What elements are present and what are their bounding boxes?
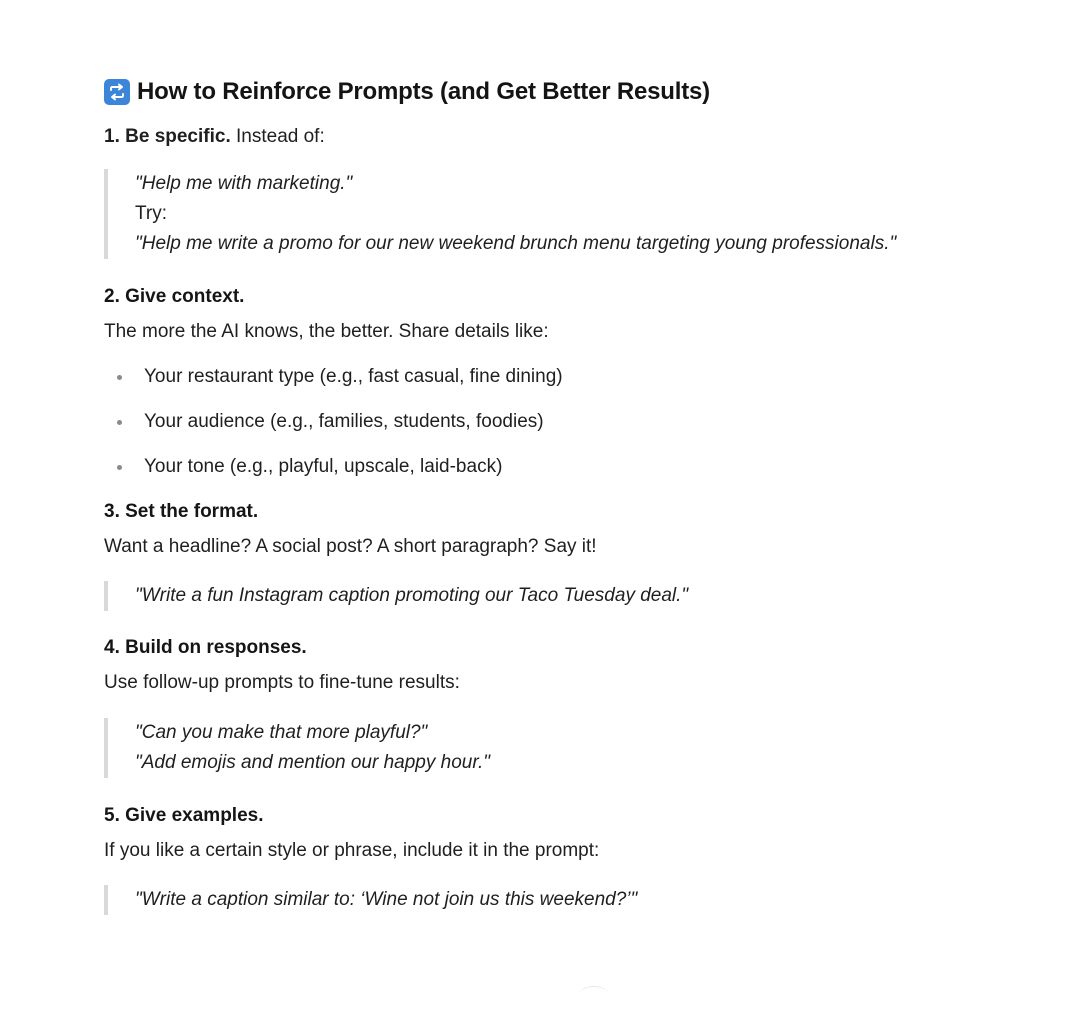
page-title [104, 76, 1004, 108]
section-2-intro: The more the AI knows, the better. Share details like: [104, 321, 549, 342]
quote-line: "Help me write a promo for our new weekend brunch menu targeting young professionals." [135, 233, 897, 254]
quote-line: "Write a fun Instagram caption promoting our Taco Tuesday deal." [135, 585, 689, 606]
quote-line: "Can you make that more playful?" [135, 722, 428, 743]
blockquote [104, 169, 1004, 259]
quote-line: "Write a caption similar to: ‘Wine not join us this weekend?’" [135, 889, 638, 910]
section-4-intro: Use follow-up prompts to fine-tune results: [104, 672, 460, 693]
section-give-examples [104, 804, 1004, 915]
scroll-indicator [580, 986, 608, 1001]
section-3-heading: 3. Set the format. [104, 501, 259, 522]
quote-line: "Add emojis and mention our happy hour." [135, 752, 490, 773]
section-give-context [104, 285, 1004, 479]
bullet-list [104, 365, 1004, 479]
document-body [104, 76, 1004, 915]
section-4-heading: 4. Build on responses. [104, 637, 307, 658]
section-5-intro: If you like a certain style or phrase, include it in the prompt: [104, 840, 600, 861]
section-1-intro: Instead of: [236, 126, 325, 147]
section-build-on-responses [104, 636, 1004, 778]
list-item-text: Your restaurant type (e.g., fast casual, fine dining) [144, 366, 563, 387]
quote-line: "Help me with marketing." [135, 173, 353, 194]
repeat-arrows-icon [104, 79, 130, 105]
quote-line: Try: [135, 203, 168, 224]
section-3-intro: Want a headline? A social post? A short paragraph? Say it! [104, 536, 597, 557]
section-be-specific [104, 125, 1004, 259]
section-1-heading: 1. Be specific. [104, 126, 231, 147]
section-2-heading: 2. Give context. [104, 286, 245, 307]
list-item [104, 455, 1004, 479]
section-set-format [104, 500, 1004, 611]
blockquote [104, 718, 1004, 778]
list-item-text: Your tone (e.g., playful, upscale, laid-back) [144, 456, 503, 477]
section-5-heading: 5. Give examples. [104, 805, 264, 826]
list-item-text: Your audience (e.g., families, students, foodies) [144, 411, 544, 432]
bullet-icon [117, 420, 122, 425]
bullet-icon [117, 465, 122, 470]
list-item [104, 365, 1004, 389]
section-1-heading-row [104, 125, 1004, 149]
blockquote [104, 581, 1004, 611]
blockquote [104, 885, 1004, 915]
page-title-text: How to Reinforce Prompts (and Get Better Results) [137, 78, 710, 105]
list-item [104, 410, 1004, 434]
bullet-icon [117, 375, 122, 380]
